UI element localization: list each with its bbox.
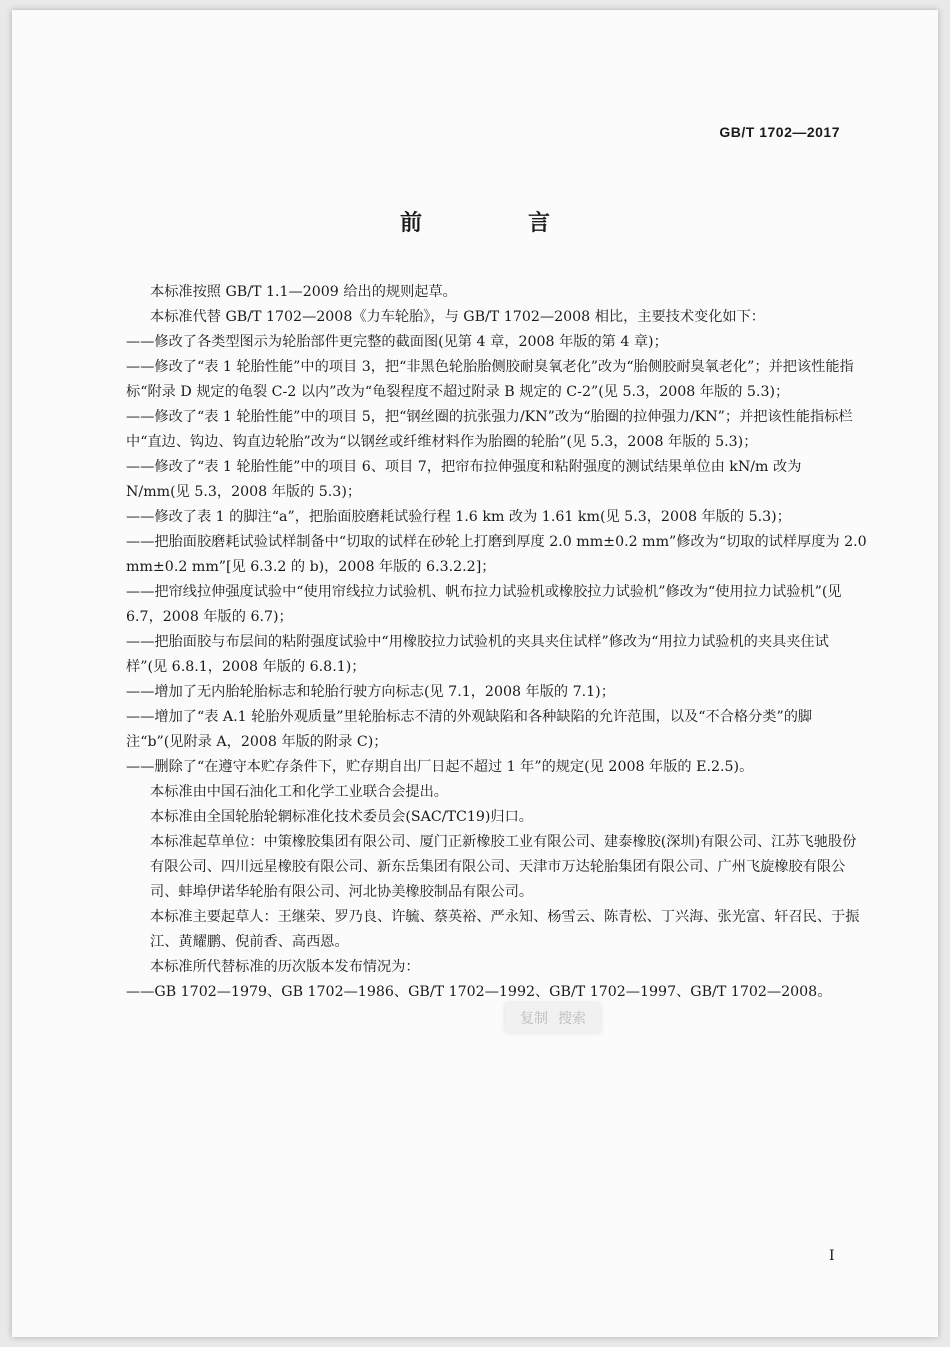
paragraph: 本标准由中国石油化工和化学工业联合会提出。 (150, 784, 448, 800)
paragraph: 本标准主要起草人：王继荣、罗乃良、许毓、蔡英裕、严永知、杨雪云、陈青松、丁兴海、张光富、轩召民、于振江、黄耀鹏、倪前香、高西恩。 (150, 909, 860, 950)
standard-number: GB/T 1702—2017 (719, 124, 840, 140)
foreword-body (126, 280, 868, 1005)
paragraph: 本标准所代替标准的历次版本发布情况为： (150, 959, 420, 975)
paragraph: 本标准按照 GB/T 1.1—2009 给出的规则起草。 (150, 284, 457, 300)
change-item: ——修改了表 1 的脚注“a”，把胎面胶磨耗试验行程 1.6 km 改为 1.61 km(见 5.3，2008 年版的 5.3)； (126, 509, 791, 525)
page-title: 前 言 (399, 210, 592, 236)
change-item: ——把胎面胶磨耗试验试样制备中“切取的试样在砂轮上打磨到厚度 2.0 mm±0.2 mm”修改为“切取的试样厚度为 2.0 mm±0.2 mm”[见 6.3.2 的 b)，2008 年版的 6.3.2.2]； (126, 534, 867, 575)
change-item: ——修改了“表 1 轮胎性能”中的项目 5，把“钢丝圈的抗张强力/KN”改为“胎圈的拉伸强力/KN”；并把该性能指标栏中“直边、钩边、钩直边轮胎”改为“以钢丝或纤维材料作为胎圈的轮胎”(见 5.3，2008 年版的 5.3)； (126, 409, 853, 450)
change-item: ——GB 1702—1979、GB 1702—1986、GB/T 1702—1992、GB/T 1702—1997、GB/T 1702—2008。 (126, 984, 832, 1000)
change-item: ——修改了“表 1 轮胎性能”中的项目 6、项目 7，把帘布拉伸强度和粘附强度的测试结果单位由 kN/m 改为 N/mm(见 5.3，2008 年版的 5.3)； (126, 459, 802, 500)
change-item: ——把胎面胶与布层间的粘附强度试验中“用橡胶拉力试验机的夹具夹住试样”修改为“用拉力试验机的夹具夹住试样”(见 6.8.1，2008 年版的 6.8.1)； (126, 634, 829, 675)
document-page (12, 10, 938, 1337)
search-button[interactable]: 搜索 (558, 1011, 586, 1027)
change-item: ——删除了“在遵守本贮存条件下，贮存期自出厂日起不超过 1 年”的规定(见 2008 年版的 E.2.5)。 (126, 759, 754, 775)
page-number: I (829, 1248, 835, 1264)
selection-popup (505, 1003, 601, 1033)
change-item: ——增加了“表 A.1 轮胎外观质量”里轮胎标志不清的外观缺陷和各种缺陷的允许范围，以及“不合格分类”的脚注“b”(见附录 A，2008 年版的附录 C)； (126, 709, 813, 750)
change-item: ——修改了各类型图示为轮胎部件更完整的截面图(见第 4 章，2008 年版的第 4 章)； (126, 334, 668, 350)
copy-button[interactable]: 复制 (520, 1011, 548, 1027)
change-item: ——增加了无内胎轮胎标志和轮胎行驶方向标志(见 7.1，2008 年版的 7.1)； (126, 684, 615, 700)
change-item: ——把帘线拉伸强度试验中“使用帘线拉力试验机、帆布拉力试验机或橡胶拉力试验机”修改为“使用拉力试验机”(见 6.7，2008 年版的 6.7)； (126, 584, 842, 625)
paragraph: 本标准代替 GB/T 1702—2008《力车轮胎》，与 GB/T 1702—2008 相比，主要技术变化如下： (150, 309, 765, 325)
change-item: ——修改了“表 1 轮胎性能”中的项目 3，把“非黑色轮胎胎侧胶耐臭氧老化”改为“胎侧胶耐臭氧老化”；并把该性能指标“附录 D 规定的龟裂 C-2 以内”改为“龟裂程度不超过附录 B 规定的 C-2”(见 5.3，2008 年版的 5.3)； (126, 359, 854, 400)
paragraph: 本标准由全国轮胎轮辋标准化技术委员会(SAC/TC19)归口。 (150, 809, 533, 825)
paragraph: 本标准起草单位：中策橡胶集团有限公司、厦门正新橡胶工业有限公司、建泰橡胶(深圳)有限公司、江苏飞驰股份有限公司、四川远星橡胶有限公司、新东岳集团有限公司、天津市万达轮胎集团有限公司、广州飞旋橡胶有限公司、蚌埠伊诺华轮胎有限公司、河北协美橡胶制品有限公司。 (150, 834, 857, 900)
